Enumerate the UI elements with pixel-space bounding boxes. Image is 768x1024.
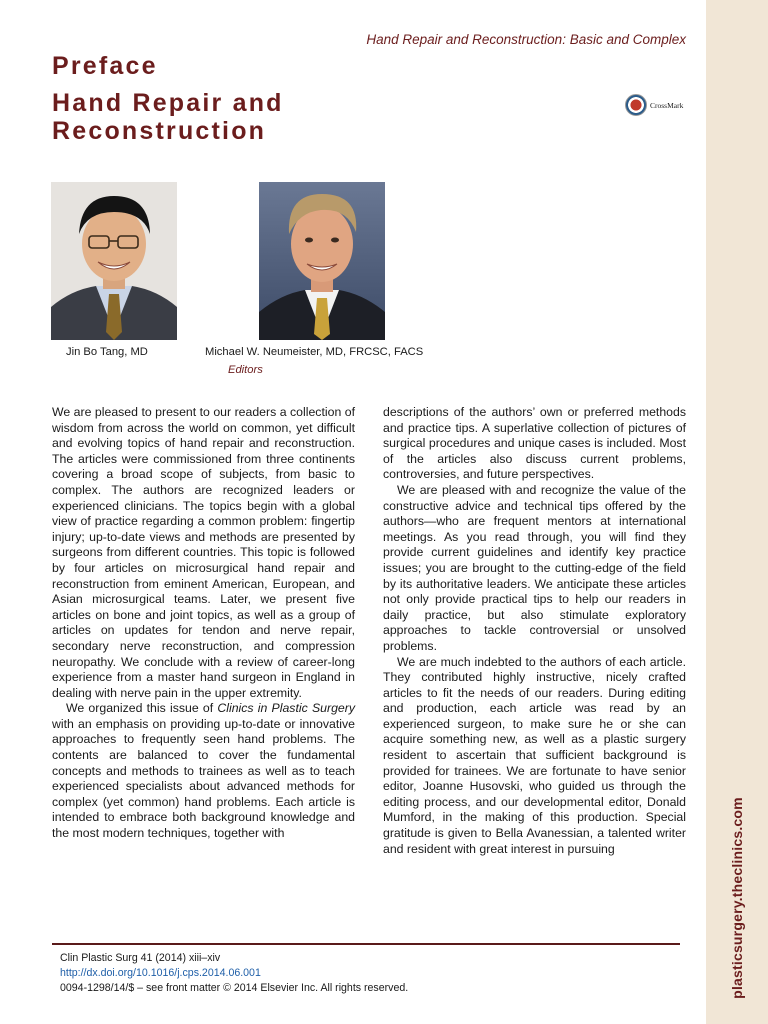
- editor-photo-neumeister: [259, 182, 385, 340]
- title-line-2: Reconstruction: [52, 117, 267, 145]
- editor-name-2: Michael W. Neumeister, MD, FRCSC, FACS: [205, 346, 424, 358]
- running-head: Hand Repair and Reconstruction: Basic and Complex: [366, 32, 686, 47]
- paragraph: We are pleased to present to our readers a collection of wisdom from across the world on common, yet difficult and evolving topics of hand repair and reconstruction. The articles were commissioned from three continents covering a broad scope of subjects, from basic to complex. The authors are recognized leaders or experienced clinicians. The topics begin with a global view of practice regarding a common problem: fingertip injury; up-to-date views and methods are presented by surgeons from different countries. This topic is followed by four articles on microsurgical hand repair and reconstruction from eminent American, European, and Asian microsurgical teams. Later, we present five articles on bone and joint topics, as well as a group of articles on updates for tendon and nerve repair, secondary nerve reconstruction, and compression neuropathy. We conclude with a review of career-long experience from a master hand surgeon in England in dealing with nerve pain in the upper extremity.: [52, 405, 355, 700]
- crossmark-badge[interactable]: [625, 94, 683, 116]
- journal-website[interactable]: plasticsurgery.theclinics.com: [729, 797, 745, 999]
- footer: [60, 951, 408, 996]
- journal-title: Clinics in Plastic Surgery: [217, 701, 356, 716]
- title-line-1: Hand Repair and: [52, 89, 284, 117]
- paragraph: We are much indebted to the authors of each article. They contributed highly instructive, nicely crafted articles to fit the needs of our readers. During editing and production, each article was read by an experienced surgeon, to make sure he or she can acquire something new, as well as a plastic surgery resident to ascertain that sufficient background is provided for trainees. We are fortunate to have senior editor, Joanne Husovski, who guided us through the editing process, and our developmental editor, Donald Mumford, in the making of this production. Special gratitude is given to Bella Avanessian, a talented writer and resident with great interest in pursuing: [383, 654, 686, 856]
- footer-divider: [52, 943, 680, 945]
- page-title: [52, 89, 284, 145]
- paragraph: We are pleased with and recognize the value of the constructive advice and technical tips offered by the authors—who are frequent mentors at international meetings. As you read through, you will find they provide current guidelines and identify key practice issues; you are brought to the cutting-edge of the field by its authoritative leaders. We anticipate these articles not only provide practical tips to help our readers in daily practice, but also stimulate exploratory approaches to tackle controversial or unsolved problems.: [383, 482, 686, 653]
- body-column-left: [52, 405, 355, 842]
- paragraph-text: with an emphasis on providing up-to-date or innovative approaches to frequently seen hand problems. The contents are balanced to cover the fundamental concepts and methods to trainees as well as to teach experienced specialists about advanced methods for complex (yet common) hand problems. Each article is intended to embrace both background knowledge and the most modern techniques, together with: [52, 716, 355, 841]
- copyright: 0094-1298/14/$ – see front matter © 2014 Elsevier Inc. All rights reserved.: [60, 982, 409, 994]
- doi-link[interactable]: http://dx.doi.org/10.1016/j.cps.2014.06.001: [60, 967, 261, 979]
- editor-photo-tang: [51, 182, 177, 340]
- paragraph-text: We organized this issue of: [66, 701, 218, 716]
- crossmark-icon: [625, 94, 647, 116]
- portrait-illustration-1: [51, 182, 177, 340]
- editor-name-1: Jin Bo Tang, MD: [66, 346, 148, 358]
- paragraph: [52, 701, 355, 841]
- editors-label: Editors: [228, 364, 263, 376]
- paragraph: descriptions of the authors’ own or preferred methods and practice tips. A superlative collection of pictures of surgical procedures and unique cases is included. Most of the articles also discuss current problems, controversies, and future perspectives.: [383, 405, 686, 482]
- section-kicker: Preface: [52, 52, 158, 80]
- body-column-right: [383, 405, 686, 857]
- crossmark-label: CrossMark: [650, 100, 684, 110]
- portrait-illustration-2: [259, 182, 385, 340]
- citation: Clin Plastic Surg 41 (2014) xiii–xiv: [60, 952, 221, 964]
